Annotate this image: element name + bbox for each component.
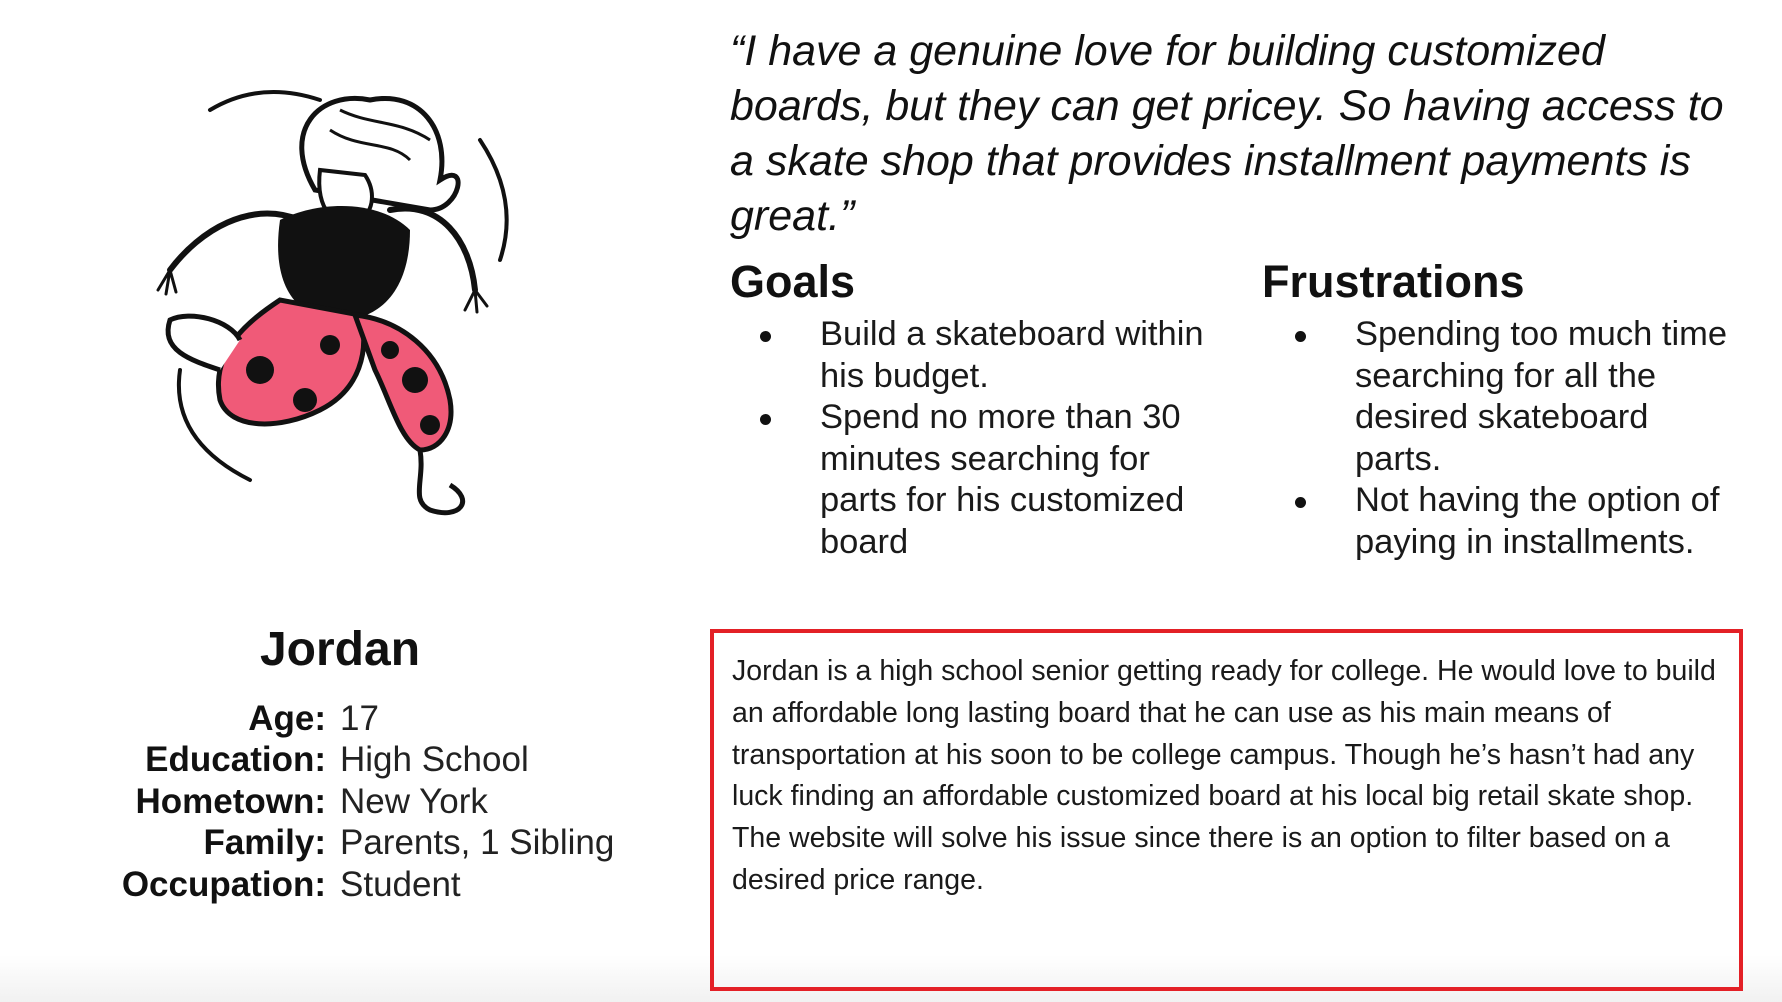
frustration-text: Not having the option of paying in installments. [1355,481,1720,561]
persona-quote: “I have a genuine love for building customized boards, but they can get pricey. So having access to a skate shop that provides installment payments is great.” [730,27,1724,240]
list-item [745,314,1215,397]
goals-list [745,314,1215,564]
skater-illustration [140,70,540,560]
detail-row-occupation [100,864,660,906]
frustrations-list [1280,314,1740,564]
detail-value: Parents, 1 Sibling [340,823,615,863]
detail-value: Student [340,864,461,904]
detail-row-education [100,740,660,782]
frustration-text: Spending too much time searching for all the desired skateboard parts. [1355,315,1728,478]
bio-box [710,629,1743,991]
list-item [745,397,1215,563]
detail-row-age [100,698,660,740]
detail-label: Hometown: [135,781,326,821]
detail-label: Occupation: [121,864,326,904]
bullet-icon [760,331,771,342]
detail-row-hometown [100,781,660,823]
persona-name: Jordan [259,623,421,676]
goal-text: Spend no more than 30 minutes searching for parts for his customized board [820,398,1185,561]
goals-heading: Goals [730,256,856,307]
detail-value: New York [340,781,488,821]
bullet-icon [760,414,771,425]
detail-value: 17 [340,698,379,738]
detail-value: High School [340,740,529,780]
detail-row-family [100,823,660,865]
detail-label: Family: [203,823,326,863]
detail-label: Age: [248,698,326,738]
detail-label: Education: [145,740,326,780]
list-item [1280,314,1740,480]
bio-text: Jordan is a high school senior getting ready for college. He would love to build an affordable long lasting board that he can use as his main means of transportation at his soon to be college campus. Though he’s hasn’t had any luck finding an affordable customized board at his local big retail skate shop. The website will solve his issue since there is an option to filter based on a desired price range. [732,655,1716,896]
goal-text: Build a skateboard within his budget. [820,315,1204,395]
frustrations-heading: Frustrations [1262,256,1525,307]
bullet-icon [1295,331,1306,342]
persona-details [100,698,660,906]
list-item [1280,480,1740,563]
bullet-icon [1295,497,1306,508]
